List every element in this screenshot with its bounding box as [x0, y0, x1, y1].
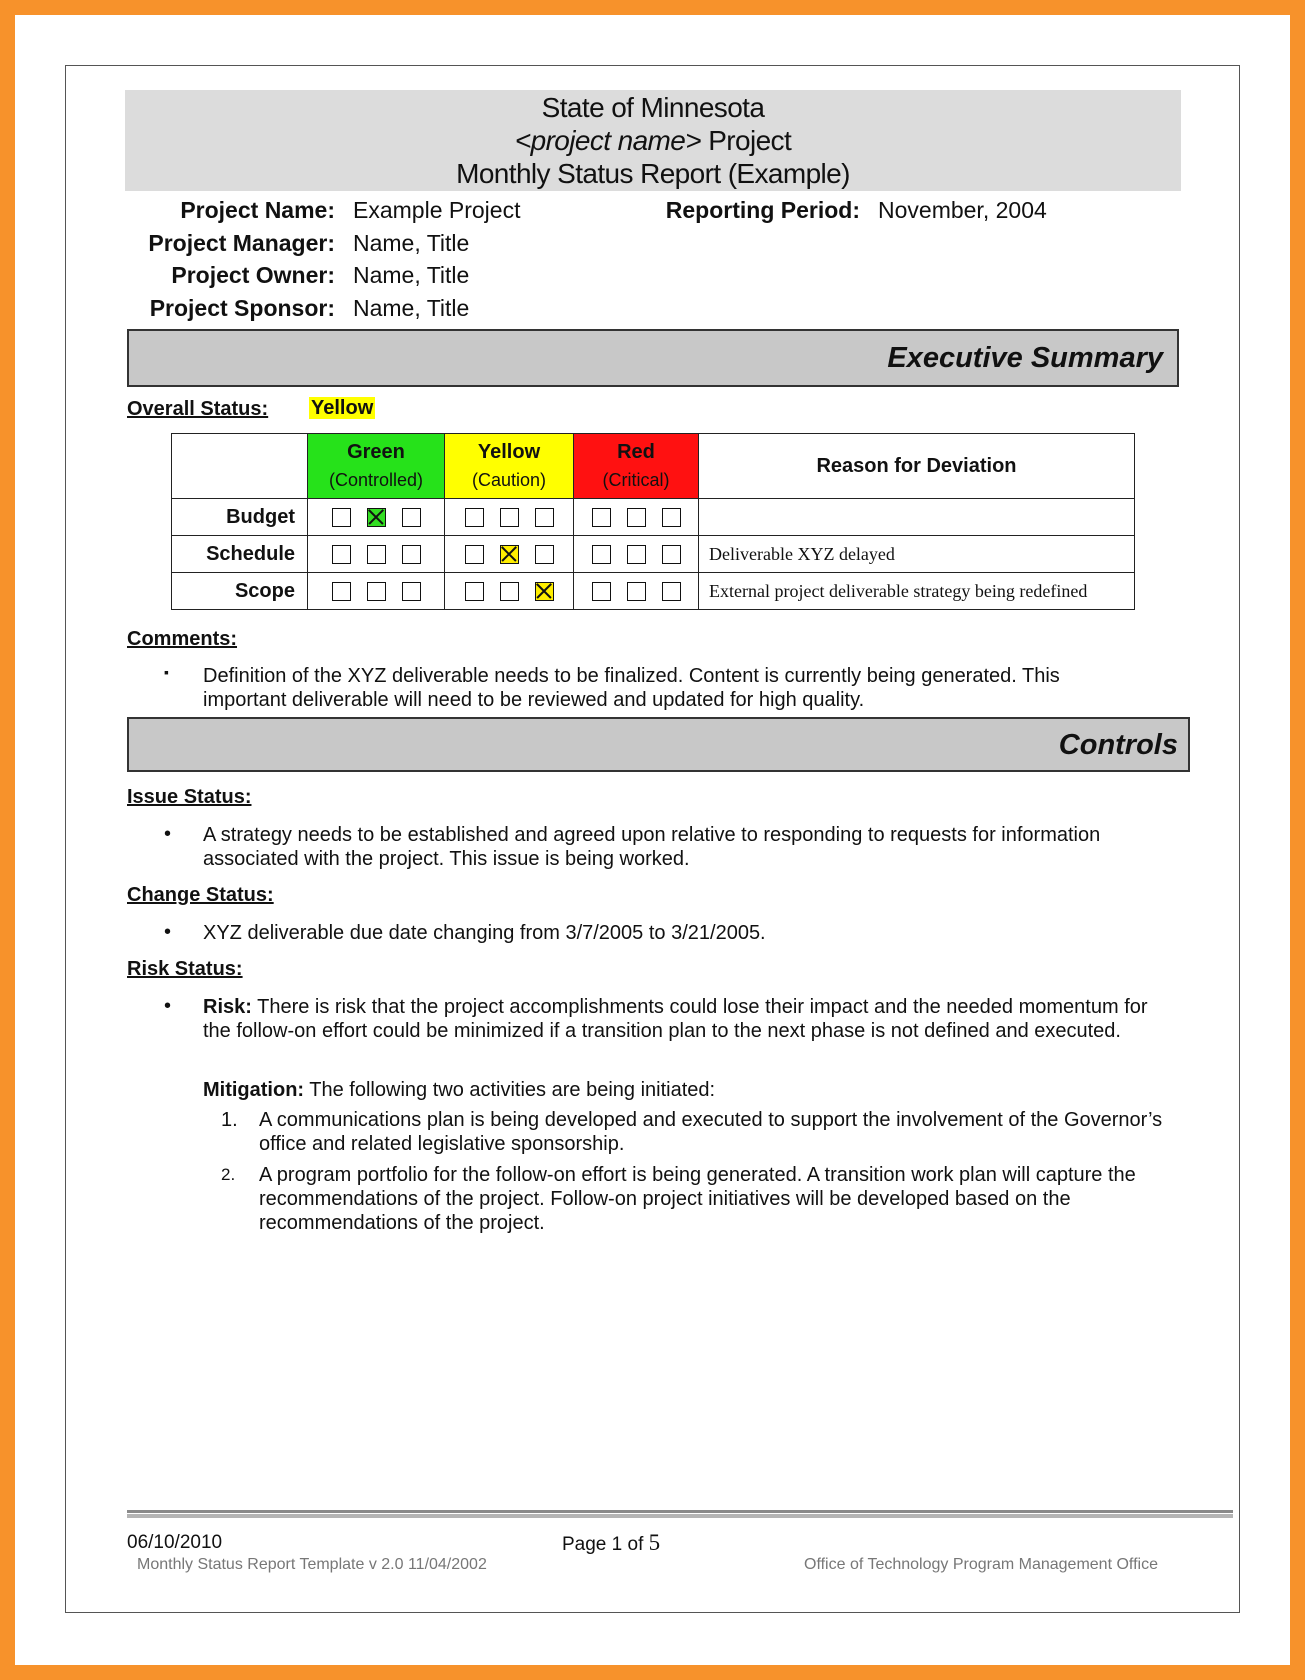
reason-header: Reason for Deviation — [699, 434, 1135, 499]
project-sponsor-value: Name, Title — [353, 295, 470, 321]
checkbox-checked[interactable] — [500, 545, 519, 564]
project-manager-label: Project Manager: — [148, 230, 335, 256]
report-header — [125, 90, 1181, 191]
checkbox[interactable] — [402, 508, 421, 527]
risk-status-label: Risk Status: — [127, 958, 243, 980]
checkbox[interactable] — [332, 545, 351, 564]
green-sub: (Controlled) — [328, 470, 424, 490]
checkbox[interactable] — [500, 508, 519, 527]
green-name: Green — [347, 441, 405, 463]
executive-summary-title: Executive Summary — [887, 342, 1163, 374]
reporting-period-label: Reporting Period: — [665, 197, 860, 223]
overall-status-value: Yellow — [311, 397, 374, 419]
checkbox[interactable] — [465, 582, 484, 601]
issue-item: A strategy needs to be established and agreed upon relative to responding to requests for information associated with the project. This issue is being worked. — [203, 824, 1101, 870]
checkbox[interactable] — [500, 582, 519, 601]
comments-label: Comments: — [127, 628, 238, 650]
checkbox[interactable] — [592, 508, 611, 527]
checkbox[interactable] — [627, 508, 646, 527]
footer-page-number — [562, 1530, 660, 1556]
footer-date: 06/10/2010 — [127, 1532, 223, 1553]
yellow-sub: (Caution) — [471, 470, 547, 490]
overall-status-label: Overall Status: — [127, 398, 269, 420]
checkbox-checked[interactable] — [367, 508, 386, 527]
page-prefix: Page 1 of — [562, 1534, 649, 1555]
project-owner-label: Project Owner: — [171, 262, 335, 288]
green-column-header — [308, 434, 445, 499]
risk-text: There is risk that the project accomplishments could lose their impact and the needed momentum for the follow-on effort could be minimized if a transition plan to the next phase is not defined and executed. — [203, 996, 1148, 1042]
schedule-yellow-boxes — [445, 536, 574, 573]
table-row — [172, 536, 1135, 573]
budget-red-boxes — [574, 499, 699, 536]
scope-reason: External project deliverable strategy being redefined — [699, 573, 1135, 610]
issue-status-label: Issue Status: — [127, 786, 252, 808]
checkbox[interactable] — [332, 582, 351, 601]
checkbox[interactable] — [465, 508, 484, 527]
checkbox[interactable] — [592, 545, 611, 564]
table-row — [172, 499, 1135, 536]
row-label-budget: Budget — [172, 499, 308, 536]
change-status-label: Change Status: — [127, 884, 274, 906]
budget-reason — [699, 499, 1135, 536]
controls-band — [127, 717, 1190, 772]
mitigation-number: 2. — [221, 1165, 236, 1184]
executive-summary-band — [127, 329, 1179, 387]
project-owner-value: Name, Title — [353, 262, 470, 288]
project-name-value: Example Project — [353, 197, 521, 223]
budget-yellow-boxes — [445, 499, 574, 536]
risk-item — [203, 995, 1178, 1043]
red-column-header — [574, 434, 699, 499]
footer-rule-shadow — [127, 1514, 1233, 1518]
checkbox-checked[interactable] — [535, 582, 554, 601]
checkbox[interactable] — [402, 545, 421, 564]
checkbox[interactable] — [662, 508, 681, 527]
mitigation-number: 1. — [221, 1109, 238, 1131]
bullet-icon: • — [164, 823, 172, 845]
project-word: Project — [701, 125, 792, 156]
scope-green-boxes — [308, 573, 445, 610]
checkbox[interactable] — [367, 545, 386, 564]
red-sub: (Critical) — [602, 470, 670, 490]
header-line-project — [125, 124, 1181, 157]
footer-rule — [127, 1510, 1233, 1513]
checkbox[interactable] — [662, 545, 681, 564]
checkbox[interactable] — [367, 582, 386, 601]
yellow-column-header — [445, 434, 574, 499]
footer-office: Office of Technology Program Management Office — [804, 1556, 1158, 1573]
risk-label: Risk: — [203, 996, 252, 1018]
footer-template: Monthly Status Report Template v 2.0 11/04/2002 — [137, 1556, 487, 1573]
mitigation-label: Mitigation: — [203, 1079, 305, 1101]
budget-green-boxes — [308, 499, 445, 536]
project-name-placeholder: <project name> — [514, 125, 702, 156]
checkbox[interactable] — [535, 545, 554, 564]
header-line-title: Monthly Status Report (Example) — [456, 158, 850, 189]
checkbox[interactable] — [627, 582, 646, 601]
schedule-green-boxes — [308, 536, 445, 573]
table-row — [172, 573, 1135, 610]
checkbox[interactable] — [592, 582, 611, 601]
row-label-scope: Scope — [172, 573, 308, 610]
bullet-icon: • — [164, 995, 172, 1017]
checkbox[interactable] — [465, 545, 484, 564]
project-manager-value: Name, Title — [353, 230, 470, 256]
checkbox[interactable] — [535, 508, 554, 527]
red-name: Red — [617, 441, 655, 463]
yellow-name: Yellow — [477, 441, 541, 463]
empty-corner-cell — [172, 434, 308, 499]
mitigation-text: The following two activities are being initiated: — [304, 1079, 716, 1101]
comment-item: Definition of the XYZ deliverable needs to be finalized. Content is currently being generated. This important deliverable will need to be reviewed and updated for high quality. — [203, 665, 1060, 711]
status-table — [171, 433, 1135, 610]
status-table-header — [172, 434, 1135, 499]
scope-yellow-boxes — [445, 573, 574, 610]
checkbox[interactable] — [627, 545, 646, 564]
square-bullet-icon: ▪ — [164, 664, 169, 680]
project-sponsor-label: Project Sponsor: — [149, 295, 335, 321]
scope-red-boxes — [574, 573, 699, 610]
checkbox[interactable] — [402, 582, 421, 601]
reporting-period-value: November, 2004 — [878, 197, 1047, 223]
checkbox[interactable] — [662, 582, 681, 601]
row-label-schedule: Schedule — [172, 536, 308, 573]
controls-title: Controls — [1058, 729, 1178, 761]
header-line-state: State of Minnesota — [541, 92, 765, 123]
schedule-reason: Deliverable XYZ delayed — [699, 536, 1135, 573]
mitigation-line — [203, 1078, 1163, 1102]
overall-status-value-wrap — [309, 397, 375, 420]
mitigation-item: A program portfolio for the follow-on effort is being generated. A transition work plan will capture the recommendations of the project. Follow-on project initiatives will be developed based on the recommendations of the project. — [259, 1164, 1136, 1234]
project-name-label: Project Name: — [180, 197, 335, 223]
page-total: 5 — [648, 1530, 661, 1555]
mitigation-item: A communications plan is being developed and executed to support the involvement of the Governor’s office and related legislative sponsorship. — [259, 1109, 1163, 1155]
change-item: XYZ deliverable due date changing from 3/7/2005 to 3/21/2005. — [203, 922, 766, 944]
bullet-icon: • — [164, 921, 172, 943]
schedule-red-boxes — [574, 536, 699, 573]
checkbox[interactable] — [332, 508, 351, 527]
